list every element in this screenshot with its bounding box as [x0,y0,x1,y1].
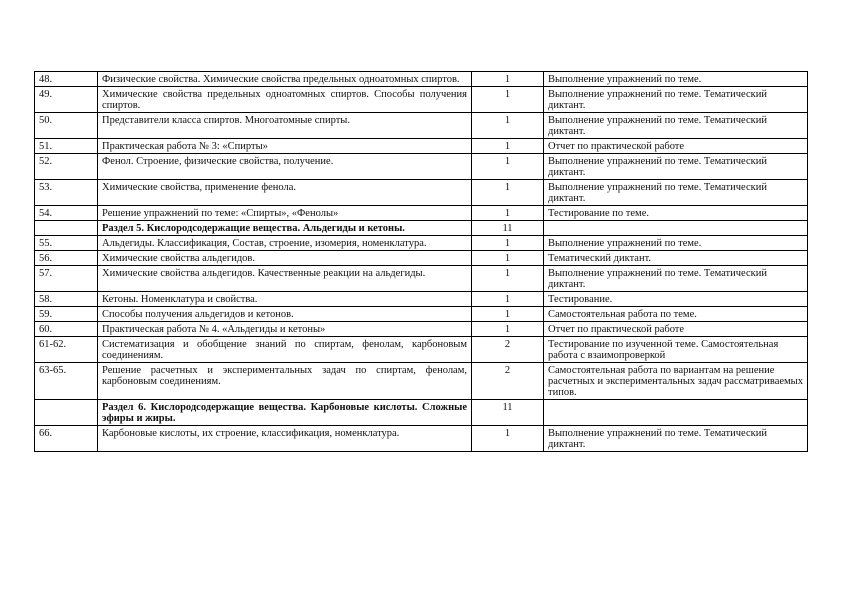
lesson-number-cell: 49. [35,87,98,113]
table-row [35,87,808,113]
lesson-control-cell: Выполнение упражнений по теме. Тематический диктант. [544,154,808,180]
lesson-control-cell: Выполнение упражнений по теме. Тематический диктант. [544,266,808,292]
lesson-topic-cell: Химические свойства альдегидов. [98,251,472,266]
lesson-topic-cell: Способы получения альдегидов и кетонов. [98,307,472,322]
lesson-topic-cell: Кетоны. Номенклатура и свойства. [98,292,472,307]
lesson-number-cell [35,221,98,236]
lesson-topic-cell: Представители класса спиртов. Многоатомные спирты. [98,113,472,139]
table-row [35,337,808,363]
table-row [35,322,808,337]
lesson-hours-cell: 11 [472,400,544,426]
lesson-control-cell: Выполнение упражнений по теме. Тематический диктант. [544,87,808,113]
lesson-plan-body [35,72,808,452]
lesson-control-cell: Выполнение упражнений по теме. Тематический диктант. [544,113,808,139]
lesson-hours-cell: 1 [472,307,544,322]
lesson-hours-cell: 1 [472,426,544,452]
lesson-topic-cell: Карбоновые кислоты, их строение, классификация, номенклатура. [98,426,472,452]
table-row [35,139,808,154]
lesson-plan-table [34,71,808,452]
lesson-topic-cell: Систематизация и обобщение знаний по спиртам, фенолам, карбоновым соединениям. [98,337,472,363]
lesson-topic-cell: Химические свойства, применение фенола. [98,180,472,206]
table-row [35,266,808,292]
lesson-control-cell: Тестирование по теме. [544,206,808,221]
lesson-number-cell: 56. [35,251,98,266]
lesson-number-cell: 58. [35,292,98,307]
table-row [35,426,808,452]
lesson-number-cell: 48. [35,72,98,87]
lesson-hours-cell: 1 [472,72,544,87]
lesson-number-cell: 53. [35,180,98,206]
lesson-number-cell: 50. [35,113,98,139]
section-row [35,221,808,236]
lesson-number-cell: 66. [35,426,98,452]
table-row [35,307,808,322]
lesson-topic-cell: Фенол. Строение, физические свойства, получение. [98,154,472,180]
lesson-hours-cell: 11 [472,221,544,236]
lesson-number-cell: 60. [35,322,98,337]
lesson-hours-cell: 1 [472,322,544,337]
table-row [35,251,808,266]
table-row [35,236,808,251]
lesson-control-cell: Выполнение упражнений по теме. [544,236,808,251]
lesson-control-cell [544,221,808,236]
table-row [35,113,808,139]
lesson-control-cell: Выполнение упражнений по теме. [544,72,808,87]
lesson-hours-cell: 1 [472,251,544,266]
table-row [35,363,808,400]
lesson-control-cell: Выполнение упражнений по теме. Тематический диктант. [544,180,808,206]
lesson-number-cell: 54. [35,206,98,221]
table-row [35,154,808,180]
lesson-control-cell: Выполнение упражнений по теме. Тематический диктант. [544,426,808,452]
lesson-number-cell: 59. [35,307,98,322]
section-row [35,400,808,426]
table-row [35,180,808,206]
lesson-number-cell: 61-62. [35,337,98,363]
lesson-hours-cell: 1 [472,113,544,139]
lesson-control-cell: Тестирование по изученной теме. Самостоятельная работа с взаимопроверкой [544,337,808,363]
lesson-control-cell: Самостоятельная работа по вариантам на решение расчетных и экспериментальных задач рассматриваемых типов. [544,363,808,400]
lesson-hours-cell: 2 [472,363,544,400]
section-title-cell: Раздел 6. Кислородсодержащие вещества. Карбоновые кислоты. Сложные эфиры и жиры. [98,400,472,426]
lesson-number-cell: 55. [35,236,98,251]
lesson-topic-cell: Альдегиды. Классификация, Состав, строение, изомерия, номенклатура. [98,236,472,251]
lesson-topic-cell: Практическая работа № 4. «Альдегиды и кетоны» [98,322,472,337]
table-row [35,72,808,87]
lesson-hours-cell: 1 [472,154,544,180]
lesson-hours-cell: 1 [472,206,544,221]
lesson-hours-cell: 1 [472,236,544,251]
lesson-hours-cell: 1 [472,266,544,292]
table-row [35,292,808,307]
lesson-topic-cell: Физические свойства. Химические свойства предельных одноатомных спиртов. [98,72,472,87]
lesson-hours-cell: 2 [472,337,544,363]
section-title-cell: Раздел 5. Кислородсодержащие вещества. Альдегиды и кетоны. [98,221,472,236]
lesson-control-cell: Тестирование. [544,292,808,307]
lesson-hours-cell: 1 [472,87,544,113]
lesson-control-cell: Отчет по практической работе [544,322,808,337]
lesson-topic-cell: Химические свойства альдегидов. Качественные реакции на альдегиды. [98,266,472,292]
lesson-control-cell: Отчет по практической работе [544,139,808,154]
lesson-hours-cell: 1 [472,139,544,154]
lesson-number-cell [35,400,98,426]
lesson-number-cell: 51. [35,139,98,154]
lesson-topic-cell: Решение расчетных и экспериментальных задач по спиртам, фенолам, карбоновым соединениям. [98,363,472,400]
lesson-control-cell: Тематический диктант. [544,251,808,266]
lesson-control-cell [544,400,808,426]
lesson-topic-cell: Химические свойства предельных одноатомных спиртов. Способы получения спиртов. [98,87,472,113]
lesson-topic-cell: Практическая работа № 3: «Спирты» [98,139,472,154]
lesson-number-cell: 52. [35,154,98,180]
lesson-topic-cell: Решение упражнений по теме: «Спирты», «Фенолы» [98,206,472,221]
lesson-number-cell: 63-65. [35,363,98,400]
lesson-hours-cell: 1 [472,292,544,307]
lesson-hours-cell: 1 [472,180,544,206]
table-row [35,206,808,221]
lesson-number-cell: 57. [35,266,98,292]
lesson-control-cell: Самостоятельная работа по теме. [544,307,808,322]
